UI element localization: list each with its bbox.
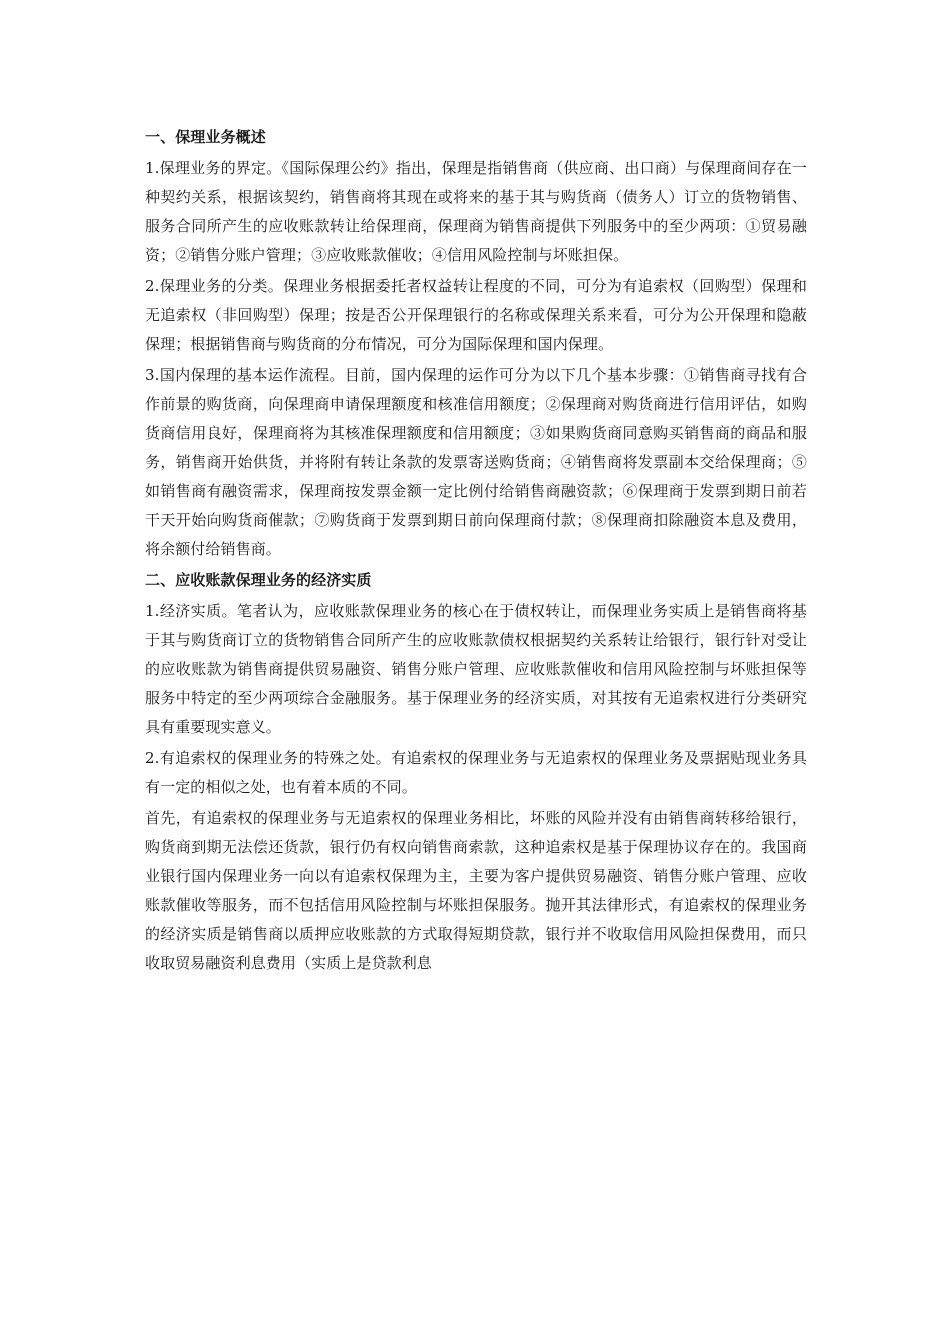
paragraph: 1.经济实质。笔者认为，应收账款保理业务的核心在于债权转让，而保理业务实质上是销售商将基于其与购货商订立的货物销售合同所产生的应收账款债权根据契约关系转让给银行，银行针对受让的应收账款为销售商提供贸易融资、销售分账户管理、应收账款催收和信用风险控制与坏账担保等服务中特定的至少两项综合金融服务。基于保理业务的经济实质，对其按有无追索权进行分类研究具有重要现实意义。 [145,602,807,736]
paragraph: 2.有追索权的保理业务的特殊之处。有追索权的保理业务与无追索权的保理业务及票据贴现业务具有一定的相似之处，也有着本质的不同。 [145,749,807,796]
section-heading: 二、应收账款保理业务的经济实质 [145,571,372,589]
paragraph: 首先，有追索权的保理业务与无追索权的保理业务相比，坏账的风险并没有由销售商转移给银行，购货商到期无法偿还货款，银行仍有权向销售商索款，这种追索权是基于保理协议存在的。我国商业银行国内保理业务一向以有追索权保理为主，主要为客户提供贸易融资、销售分账户管理、应收账款催收等服务，而不包括信用风险控制与坏账担保服务。抛开其法律形式，有追索权的保理业务的经济实质是销售商以质押应收账款的方式取得短期贷款，银行并不收取信用风险担保费用，而只收取贸易融资利息费用（实质上是贷款利息 [145,809,807,972]
paragraph: 2.保理业务的分类。保理业务根据委托者权益转让程度的不同，可分为有追索权（回购型）保理和无追索权（非回购型）保理；按是否公开保理银行的名称或保理关系来看，可分为公开保理和隐蔽保理；根据销售商与购货商的分布情况，可分为国际保理和国内保理。 [145,277,807,353]
document-body [145,123,807,980]
paragraph: 3.国内保理的基本运作流程。目前，国内保理的运作可分为以下几个基本步骤：①销售商寻找有合作前景的购货商，向保理商申请保理额度和核准信用额度；②保理商对购货商进行信用评估，如购货商信用良好，保理商将为其核准保理额度和信用额度；③如果购货商同意购买销售商的商品和服务，销售商开始供货，并将附有转让条款的发票寄送购货商；④销售商将发票副本交给保理商；⑤如销售商有融资需求，保理商按发票金额一定比例付给销售商融资款；⑥保理商于发票到期日前若干天开始向购货商催款；⑦购货商于发票到期日前向保理商付款；⑧保理商扣除融资本息及费用，将余额付给销售商。 [145,366,807,558]
section-heading: 一、保理业务概述 [145,128,266,146]
paragraph: 1.保理业务的界定。《国际保理公约》指出，保理是指销售商（供应商、出口商）与保理商间存在一种契约关系，根据该契约，销售商将其现在或将来的基于其与购货商（债务人）订立的货物销售、服务合同所产生的应收账款转让给保理商，保理商为销售商提供下列服务中的至少两项：①贸易融资；②销售分账户管理；③应收账款催收；④信用风险控制与坏账担保。 [145,159,807,264]
